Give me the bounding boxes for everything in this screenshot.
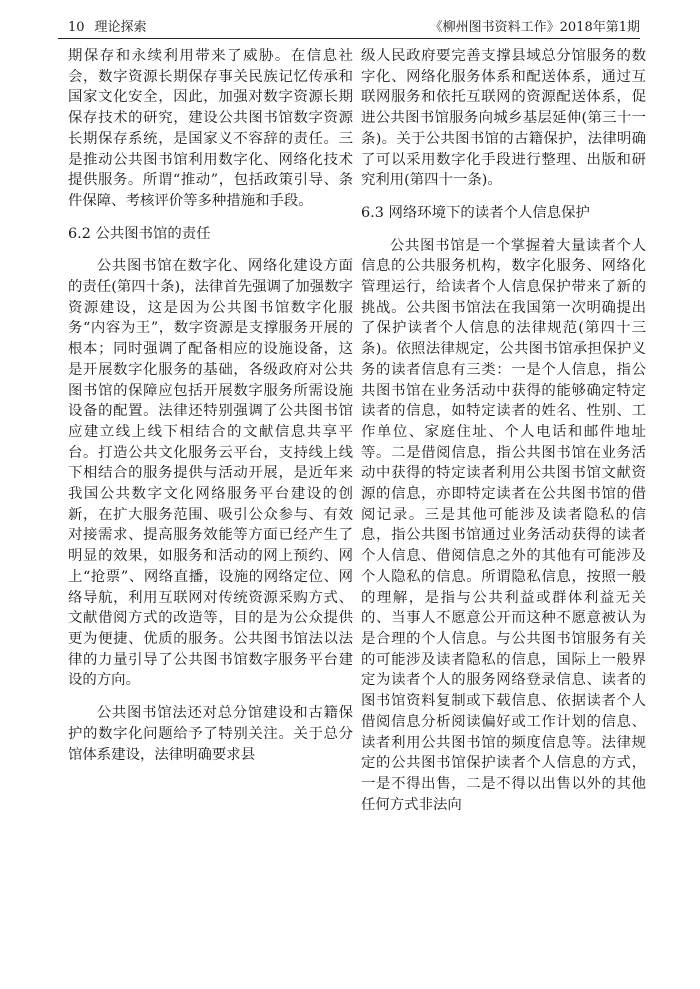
paragraph-continued: 期保存和永续利用带来了威胁。在信息社会，数字资源长期保存事关民族记忆传承和国家文化安全，因此，加强对数字资源长期保存技术的研究，建设公共图书馆数字资源长期保存系统，是国家义不容辞的责任。三是推动公共图书馆利用数字化、网络化技术提供服务。所谓“推动”，包括政策引导、条件保障、考核评价等多种措施和手段。 (68, 48, 353, 209)
header-left (68, 16, 147, 35)
left-column (68, 46, 353, 765)
paragraph-privacy: 公共图书馆是一个掌握着大量读者个人信息的公共服务机构，数字化服务、网络化管理运行，给读者个人信息保护带来了新的挑战。公共图书馆法在我国第一次明确提出了保护读者个人信息的法律规范(第四十三条)。依照法律规定，公共图书馆承担保护义务的读者信息有三类：一是个人信息，指公共图书馆在业务活动中获得的能够确定特定读者的信息，如特定读者的姓名、性别、工作单位、家庭住址、个人电话和邮件地址等。二是借阅信息，指公共图书馆在业务活动中获得的特定读者利用公共图书馆文献资源的信息，亦即特定读者在公共图书馆的借阅记录。三是其他可能涉及读者隐私的信息，指公共图书馆通过业务活动获得的读者个人信息、借阅信息之外的其他有可能涉及个人隐私的信息。所谓隐私信息，按照一般的理解，是指与公共利益或群体利益无关的、当事人不愿意公开而这种不愿意被认为是合理的个人信息。与公共图书馆服务有关的可能涉及读者隐私的信息，国际上一般界定为读者个人的服务网络登录信息、读者的图书馆资料复制或下载信息、依据读者个人借阅信息分析阅读偏好或工作计划的信息、读者利用公共图书馆的频度信息等。法律规定的公共图书馆保护读者个人信息的方式，一是不得出售，二是不得以出售以外的其他任何方式非法向 (361, 237, 646, 813)
section-heading-6-3: 6.3 网络环境下的读者个人信息保护 (361, 204, 590, 221)
page-number: 10 (68, 20, 85, 35)
section-name: 理论探索 (94, 20, 147, 35)
section-heading-6-2: 6.2 公共图书馆的责任 (68, 225, 211, 242)
right-column (361, 46, 646, 815)
paragraph-branch-system: 公共图书馆法还对总分馆建设和古籍保护的数字化问题给予了特别关注。关于总分馆体系建设，法律明确要求县 (68, 705, 353, 763)
paragraph-responsibility: 公共图书馆在数字化、网络化建设方面的责任(第四十条)，法律首先强调了加强数字资源建设，这是因为公共图书馆数字化服务“内容为王”，数字资源是支撑服务开展的根本；同时强调了配备相应的设施设备，这是开展数字化服务的基础，各级政府对公共图书馆的保障应包括开展数字服务所需设施设备的配置。法律还特别强调了公共图书馆应建立线上线下相结合的文献信息共享平台。打造公共文化服务云平台，支持线上线下相结合的服务提供与活动开展，是近年来我国公共数字文化网络服务平台建设的创新，在扩大服务范围、吸引公众参与、有效对接需求、提高服务效能等方面已经产生了明显的效果，如服务和活动的网上预约、网上“抢票”、网络直播，设施的网络定位、网络导航，利用互联网对传统资源采购方式、文献借阅方式的改造等，目的是为公众提供更为便捷、优质的服务。公共图书馆法以法律的力量引导了公共图书馆数字服务平台建设的方向。 (68, 258, 353, 689)
paragraph-continued-right: 级人民政府要完善支撑县域总分馆服务的数字化、网络化服务体系和配送体系，通过互联网服务和依托互联网的资源配送体系，促进公共图书馆服务向城乡基层延伸(第三十一条)。关于公共图书馆的古籍保护，法律明确了可以采用数字化手段进行整理、出版和研究利用(第四十一条)。 (361, 48, 646, 189)
page-header (58, 16, 640, 39)
journal-title: 《柳州图书资料工作》2018年第1期 (429, 20, 640, 35)
